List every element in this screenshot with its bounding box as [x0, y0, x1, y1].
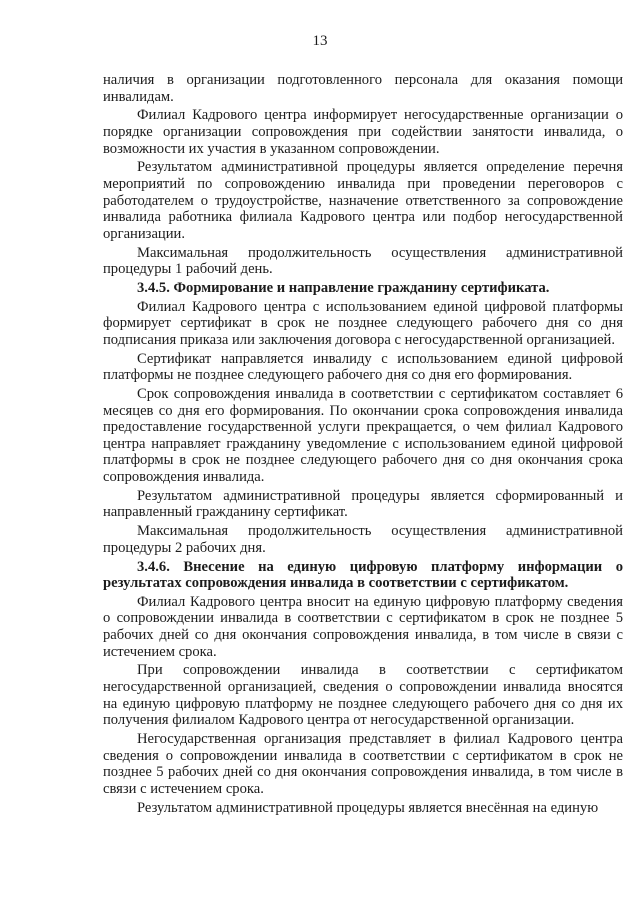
paragraph: Максимальная продолжительность осуществления административной процедуры 2 рабочих дня. [103, 523, 623, 556]
paragraph: Филиал Кадрового центра с использованием единой цифровой платформы формирует сертификат в срок не позднее следующего рабочего дня со дня подписания приказа или заключения договора с негосударственной организацией. [103, 298, 623, 348]
paragraph: Результатом административной процедуры является определение перечня мероприятий по сопровождению инвалида при проведении переговоров с работодателем о трудоустройстве, назначение ответственного за сопровождение инвалида работника филиала Кадрового центра или подбор негосударственной организации. [103, 159, 623, 242]
page-number: 13 [312, 33, 328, 49]
paragraph: Негосударственная организация представляет в филиал Кадрового центра сведения о сопровождении инвалида в соответствии с сертификатом в срок не позднее 5 рабочих дней со дня окончания сопровождения инвалида, в том числе в связи с истечением срока. [103, 731, 623, 797]
paragraph: Сертификат направляется инвалиду с использованием единой цифровой платформы не позднее следующего рабочего дня со дня его формирования. [103, 350, 623, 384]
paragraph: Результатом административной процедуры является сформированный и направленный гражданину сертификат. [103, 487, 623, 521]
paragraph: наличия в организации подготовленного персонала для оказания помощи инвалидам. [103, 72, 623, 105]
paragraph: Филиал Кадрового центра вносит на единую цифровую платформу сведения о сопровождении инвалида в соответствии с сертификатом в срок не позднее 5 рабочих дней со дня окончания сопровождения инвалида, в том числе в связи с истечением срока. [103, 593, 623, 660]
paragraph: При сопровождении инвалида в соответствии с сертификатом негосударственной организацией, сведения о сопровождении инвалида вносятся на единую цифровую платформу не позднее следующего рабочего дня со дня их получения филиалом Кадрового центра от негосударственной организации. [103, 662, 623, 729]
paragraph: Максимальная продолжительность осуществления административной процедуры 1 рабочий день. [103, 244, 623, 278]
paragraph: Филиал Кадрового центра информирует негосударственные организации о порядке организации сопровождения при содействии занятости инвалида, о возможности их участия в указанном сопровождении. [103, 107, 623, 157]
section-heading: 3.4.6. Внесение на единую цифровую платформу информации о результатах сопровождения инвалида в соответствии с сертификатом. [103, 558, 623, 592]
paragraph: Результатом административной процедуры является внесённая на единую [137, 799, 599, 816]
section-heading: 3.4.5. Формирование и направление гражданину сертификата. [137, 279, 550, 296]
document-body [103, 72, 623, 818]
paragraph: Срок сопровождения инвалида в соответствии с сертификатом составляет 6 месяцев со дня его формирования. По окончании срока сопровождения инвалида предоставление государственной услуги прекращается, о чем филиал Кадрового центра направляет гражданину уведомление с использованием единой цифровой платформы в срок не позднее следующего рабочего дня со дня окончания срока сопровождения инвалида. [103, 386, 623, 485]
